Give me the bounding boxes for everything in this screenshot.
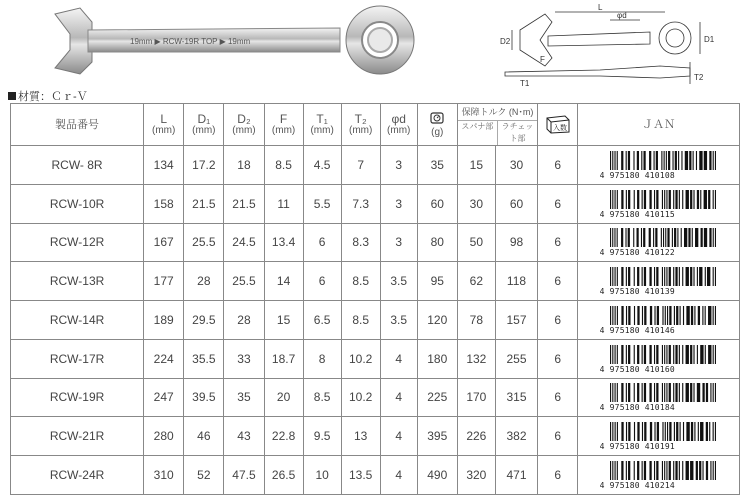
cell-D2: 25.5	[224, 262, 264, 301]
cell-D1: 21.5	[184, 184, 224, 223]
wrench-photo	[55, 6, 414, 74]
cell-d: 4	[380, 378, 417, 417]
cell-model: RCW-14R	[11, 301, 144, 340]
material-note	[8, 88, 88, 104]
cell-d: 3	[380, 146, 417, 185]
cell-T2: 10.2	[341, 339, 380, 378]
cell-T1: 9.5	[303, 417, 341, 456]
cell-w: 180	[417, 339, 457, 378]
cell-L: 167	[144, 223, 184, 262]
barcode-digits: 4 975180 410160	[599, 364, 675, 374]
cell-D2: 28	[224, 301, 264, 340]
cell-ts: 132	[457, 339, 495, 378]
cell-tr: 118	[495, 262, 537, 301]
cell-tr: 471	[495, 456, 537, 495]
barcode-digits: 4 975180 410122	[599, 248, 675, 258]
cell-tr: 382	[495, 417, 537, 456]
cell-d: 4	[380, 456, 417, 495]
cell-q: 6	[538, 339, 578, 378]
barcode	[600, 227, 718, 257]
table-row	[11, 339, 740, 378]
cell-L: 177	[144, 262, 184, 301]
dimension-drawing	[505, 12, 700, 84]
table-row	[11, 456, 740, 495]
cell-w: 395	[417, 417, 457, 456]
cell-q: 6	[538, 301, 578, 340]
cell-D2: 47.5	[224, 456, 264, 495]
cell-T2: 8.3	[341, 223, 380, 262]
barcode-bars	[610, 422, 716, 441]
cell-T1: 8	[303, 339, 341, 378]
cell-D2: 43	[224, 417, 264, 456]
svg-text:D2: D2	[500, 37, 511, 46]
cell-jan	[578, 456, 740, 495]
cell-ts: 320	[457, 456, 495, 495]
cell-F: 18.7	[264, 339, 303, 378]
barcode	[600, 421, 718, 451]
table-row	[11, 417, 740, 456]
cell-tr: 255	[495, 339, 537, 378]
barcode	[600, 460, 718, 490]
header-L: L (mm)	[144, 104, 184, 146]
cell-jan	[578, 339, 740, 378]
cell-q: 6	[538, 417, 578, 456]
cell-ts: 78	[457, 301, 495, 340]
barcode-bars	[610, 461, 716, 480]
barcode-digits: 4 975180 410214	[599, 481, 675, 491]
header-jan: ＪＡＮ	[578, 104, 740, 146]
barcode-digits: 4 975180 410191	[599, 442, 675, 452]
cell-T2: 13.5	[341, 456, 380, 495]
header-torque-ratchet: ラチェット部	[497, 121, 537, 145]
cell-T2: 7.3	[341, 184, 380, 223]
cell-L: 189	[144, 301, 184, 340]
header-weight: (g)	[417, 104, 457, 146]
cell-d: 4	[380, 339, 417, 378]
cell-d: 3.5	[380, 301, 417, 340]
barcode-bars	[610, 345, 716, 364]
cell-ts: 226	[457, 417, 495, 456]
cell-tr: 98	[495, 223, 537, 262]
table-row	[11, 378, 740, 417]
barcode-digits: 4 975180 410108	[599, 170, 675, 180]
cell-F: 13.4	[264, 223, 303, 262]
cell-T1: 8.5	[303, 378, 341, 417]
cell-model: RCW-24R	[11, 456, 144, 495]
table-row	[11, 262, 740, 301]
cell-T2: 10.2	[341, 378, 380, 417]
barcode-digits: 4 975180 410184	[599, 403, 675, 413]
header-model: 製品番号	[11, 104, 144, 146]
cell-model: RCW-19R	[11, 378, 144, 417]
svg-text:T1: T1	[520, 79, 530, 88]
barcode-bars	[610, 151, 716, 170]
cell-jan	[578, 146, 740, 185]
cell-L: 224	[144, 339, 184, 378]
svg-text:D1: D1	[704, 35, 715, 44]
cell-T2: 8.5	[341, 301, 380, 340]
cell-tr: 60	[495, 184, 537, 223]
cell-ts: 50	[457, 223, 495, 262]
cell-w: 60	[417, 184, 457, 223]
cell-D1: 35.5	[184, 339, 224, 378]
cell-F: 15	[264, 301, 303, 340]
cell-T1: 6	[303, 262, 341, 301]
barcode	[600, 382, 718, 412]
cell-q: 6	[538, 146, 578, 185]
cell-D2: 21.5	[224, 184, 264, 223]
cell-D1: 17.2	[184, 146, 224, 185]
barcode	[600, 344, 718, 374]
cell-D2: 24.5	[224, 223, 264, 262]
barcode-digits: 4 975180 410146	[599, 325, 675, 335]
cell-ts: 30	[457, 184, 495, 223]
cell-D1: 39.5	[184, 378, 224, 417]
cell-F: 14	[264, 262, 303, 301]
cell-F: 11	[264, 184, 303, 223]
cell-tr: 315	[495, 378, 537, 417]
scale-weight-icon	[430, 111, 444, 124]
barcode	[600, 266, 718, 296]
header-torque: 保障トルク (N･m) スパナ部 ラチェット部	[457, 104, 537, 146]
table-row	[11, 301, 740, 340]
cell-L: 134	[144, 146, 184, 185]
cell-w: 35	[417, 146, 457, 185]
cell-model: RCW- 8R	[11, 146, 144, 185]
header-T1: T₁ (mm)	[303, 104, 341, 146]
cell-L: 310	[144, 456, 184, 495]
cell-d: 3	[380, 184, 417, 223]
cell-w: 225	[417, 378, 457, 417]
cell-q: 6	[538, 378, 578, 417]
barcode-bars	[610, 306, 716, 325]
barcode	[600, 150, 718, 180]
product-illustration	[0, 0, 750, 90]
material-label: 材質：Ｃｒ-Ｖ	[18, 91, 88, 103]
header-qty	[538, 104, 578, 146]
cell-F: 26.5	[264, 456, 303, 495]
cell-L: 247	[144, 378, 184, 417]
table-row	[11, 184, 740, 223]
cell-w: 80	[417, 223, 457, 262]
cell-w: 95	[417, 262, 457, 301]
cell-q: 6	[538, 456, 578, 495]
table-row	[11, 223, 740, 262]
cell-T1: 6.5	[303, 301, 341, 340]
cell-D1: 25.5	[184, 223, 224, 262]
cell-q: 6	[538, 184, 578, 223]
cell-model: RCW-13R	[11, 262, 144, 301]
svg-text:φd: φd	[617, 11, 627, 20]
cell-model: RCW-10R	[11, 184, 144, 223]
spec-table	[10, 103, 740, 495]
cell-T2: 13	[341, 417, 380, 456]
cell-L: 280	[144, 417, 184, 456]
cell-D2: 33	[224, 339, 264, 378]
cell-jan	[578, 301, 740, 340]
cell-model: RCW-21R	[11, 417, 144, 456]
header-phid: φd (mm)	[380, 104, 417, 146]
cell-jan	[578, 378, 740, 417]
cell-L: 158	[144, 184, 184, 223]
cell-model: RCW-12R	[11, 223, 144, 262]
barcode-digits: 4 975180 410139	[599, 287, 675, 297]
cell-D2: 18	[224, 146, 264, 185]
header-T2: T₂ (mm)	[341, 104, 380, 146]
svg-text:入数: 入数	[552, 125, 567, 132]
cell-F: 8.5	[264, 146, 303, 185]
cell-model: RCW-17R	[11, 339, 144, 378]
svg-text:L: L	[598, 3, 603, 12]
cell-tr: 157	[495, 301, 537, 340]
header-D2: D₂ (mm)	[224, 104, 264, 146]
cell-D1: 46	[184, 417, 224, 456]
box-quantity-icon	[545, 112, 571, 134]
cell-D1: 28	[184, 262, 224, 301]
cell-D1: 52	[184, 456, 224, 495]
cell-D2: 35	[224, 378, 264, 417]
barcode-bars	[610, 190, 716, 209]
wrench-engraving: 19mm ▶ RCW-19R TOP ▶ 19mm	[130, 37, 251, 46]
cell-jan	[578, 262, 740, 301]
barcode-digits: 4 975180 410115	[599, 209, 675, 219]
cell-T1: 5.5	[303, 184, 341, 223]
cell-jan	[578, 184, 740, 223]
cell-F: 20	[264, 378, 303, 417]
cell-w: 120	[417, 301, 457, 340]
cell-T1: 10	[303, 456, 341, 495]
header-torque-spanner: スパナ部	[461, 122, 494, 131]
cell-q: 6	[538, 223, 578, 262]
cell-d: 4	[380, 417, 417, 456]
cell-q: 6	[538, 262, 578, 301]
cell-tr: 30	[495, 146, 537, 185]
cell-w: 490	[417, 456, 457, 495]
dimension-labels	[500, 3, 715, 88]
cell-d: 3.5	[380, 262, 417, 301]
header-D1: D₁ (mm)	[184, 104, 224, 146]
barcode	[600, 189, 718, 219]
cell-d: 3	[380, 223, 417, 262]
cell-T2: 7	[341, 146, 380, 185]
cell-ts: 170	[457, 378, 495, 417]
cell-T1: 6	[303, 223, 341, 262]
barcode-bars	[610, 383, 716, 402]
svg-text:T2: T2	[694, 73, 704, 82]
header-F: F (mm)	[264, 104, 303, 146]
cell-T2: 8.5	[341, 262, 380, 301]
cell-ts: 15	[457, 146, 495, 185]
cell-D1: 29.5	[184, 301, 224, 340]
barcode	[600, 305, 718, 335]
table-header-row	[11, 104, 740, 146]
square-bullet-icon	[8, 92, 16, 100]
barcode-bars	[610, 267, 716, 286]
table-row	[11, 146, 740, 185]
cell-ts: 62	[457, 262, 495, 301]
cell-jan	[578, 417, 740, 456]
cell-jan	[578, 223, 740, 262]
barcode-bars	[610, 228, 716, 247]
svg-text:F: F	[540, 55, 545, 64]
cell-T1: 4.5	[303, 146, 341, 185]
cell-F: 22.8	[264, 417, 303, 456]
